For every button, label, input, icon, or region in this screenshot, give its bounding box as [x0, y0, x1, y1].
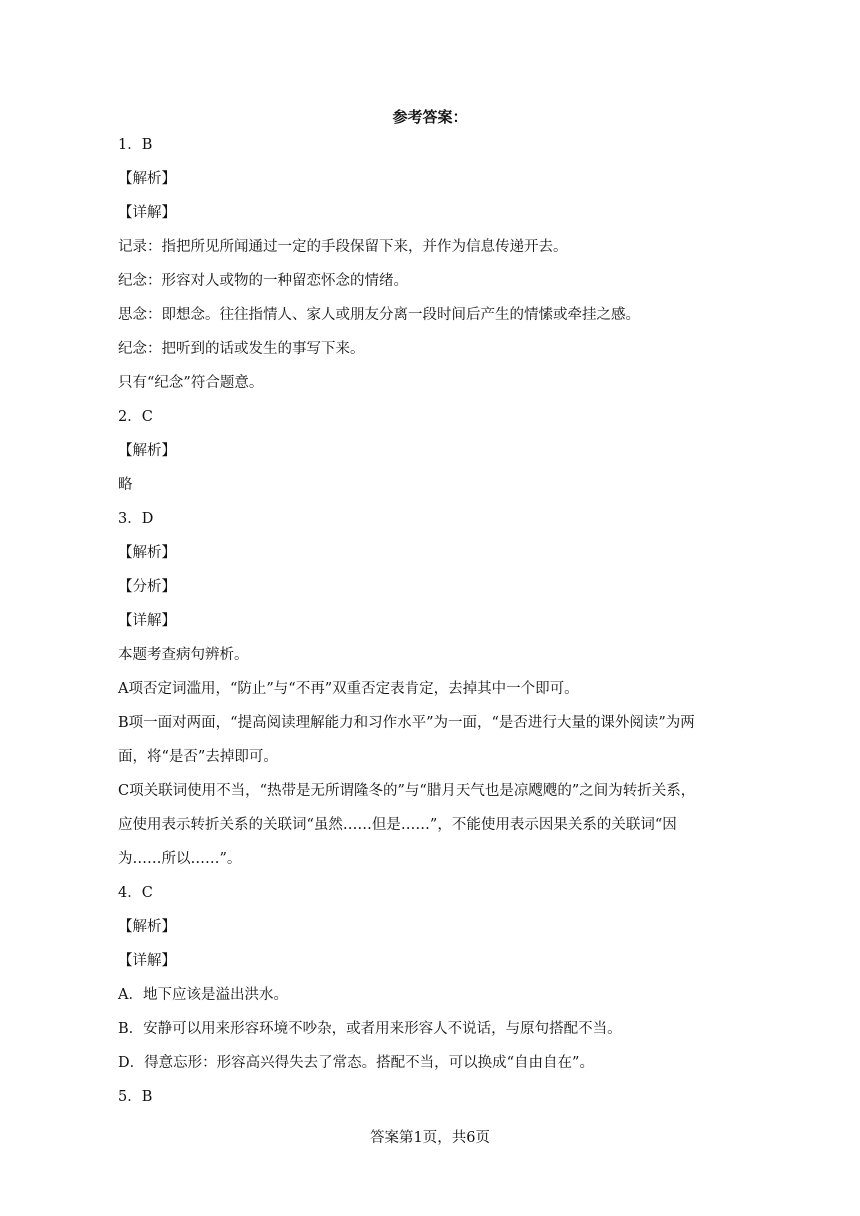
text-line: 【分析】 — [118, 579, 176, 595]
text-line: 记录：指把所见所闻通过一定的手段保留下来，并作为信息传递开去。 — [118, 239, 568, 255]
text-line: 【详解】 — [118, 953, 176, 969]
text-line: B项一面对两面，“提高阅读理解能力和习作水平”为一面，“是否进行大量的课外阅读”为两 — [118, 715, 695, 731]
text-line: 【解析】 — [118, 545, 176, 561]
text-line: 【解析】 — [118, 171, 176, 187]
page-title: 参考答案： — [392, 108, 468, 126]
text-line: 4．C — [118, 885, 153, 901]
text-line: 只有“纪念”符合题意。 — [118, 375, 264, 391]
text-line: 思念：即想念。往往指情人、家人或朋友分离一段时间后产生的情愫或牵挂之感。 — [118, 307, 640, 323]
text-line: 3．D — [118, 511, 154, 527]
text-line: 纪念：把听到的话或发生的事写下来。 — [118, 341, 365, 357]
text-line: B．安静可以用来形容环境不吵杂，或者用来形容人不说话，与原句搭配不当。 — [118, 1021, 622, 1037]
text-line: 【解析】 — [118, 443, 176, 459]
text-line: 应使用表示转折关系的关联词“虽然……但是……”，不能使用表示因果关系的关联词“因 — [118, 817, 677, 833]
text-line: 面，将“是否”去掉即可。 — [118, 749, 278, 765]
text-line: 5．B — [118, 1089, 153, 1105]
text-line: 【详解】 — [118, 613, 176, 629]
text-line: 本题考查病句辨析。 — [118, 647, 249, 663]
text-line: 2．C — [118, 409, 153, 425]
text-line: 1．B — [118, 137, 153, 153]
text-line: 为……所以……”。 — [118, 851, 242, 867]
answer-content — [118, 128, 746, 1114]
text-line: 略 — [118, 477, 133, 493]
page-footer: 答案第1页，共6页 — [370, 1130, 490, 1146]
text-line: 纪念：形容对人或物的一种留恋怀念的情绪。 — [118, 273, 408, 289]
text-line: D．得意忘形：形容高兴得失去了常态。搭配不当，可以换成“自由自在”。 — [118, 1055, 594, 1071]
text-line: A项否定词滥用，“防止”与“不再”双重否定表肯定，去掉其中一个即可。 — [118, 681, 579, 697]
text-line: 【详解】 — [118, 205, 176, 221]
text-line: A．地下应该是溢出洪水。 — [118, 987, 288, 1003]
text-line: C项关联词使用不当，“热带是无所谓隆冬的”与“腊月天气也是凉飕飕的”之间为转折关系， — [118, 783, 696, 799]
text-line: 【解析】 — [118, 919, 176, 935]
